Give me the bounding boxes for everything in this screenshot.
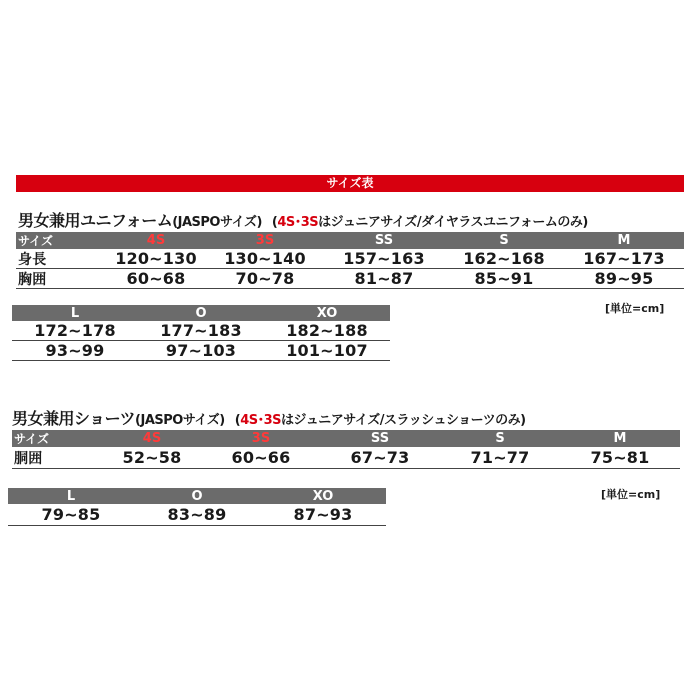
uniform-title: 男女兼用ユニフォーム: [18, 211, 173, 230]
shorts-note-rest: はジュニアサイズ/スラッシュショーツのみ: [281, 413, 521, 428]
uniform-note-red: 4S･3S: [277, 215, 319, 230]
uniform-header-xo: XO: [316, 305, 338, 321]
shorts-header-o: O: [191, 488, 203, 504]
shorts-waist-4s: 52~58: [122, 448, 182, 467]
uniform-header-ss: SS: [374, 233, 394, 248]
uniform-unit-note: [単位=cm]: [605, 302, 665, 315]
uniform-note: (4S･3Sはジュニアサイズ/ダイヤラスユニフォームのみ): [271, 215, 588, 230]
uniform-chest-s: 85~91: [474, 269, 534, 288]
shorts-header-4s: 4S: [142, 431, 162, 446]
uniform-table-large: [12, 305, 390, 361]
shorts-header-m: M: [613, 431, 627, 446]
uniform-large-chest-row: [12, 341, 390, 361]
shorts-header-s: S: [495, 431, 505, 446]
uniform-large-header-row: [12, 305, 390, 321]
uniform-large-height-row: [12, 321, 390, 341]
uniform-height-label: 身長: [18, 251, 47, 268]
uniform-height-row: [16, 249, 684, 269]
shorts-header-3s: 3S: [251, 431, 271, 446]
size-chart-banner: サイズ表: [16, 175, 684, 192]
shorts-title-paren: (JASPOサイズ): [135, 413, 225, 428]
shorts-title: 男女兼用ショーツ: [12, 409, 136, 428]
uniform-chest-xo: 101~107: [286, 341, 368, 360]
shorts-table: [12, 430, 680, 469]
uniform-header-s: S: [499, 233, 509, 248]
uniform-chest-o: 97~103: [165, 341, 237, 360]
uniform-title-paren: (JASPOサイズ): [172, 215, 262, 230]
uniform-section-title: [18, 208, 588, 231]
shorts-waist-label: 胴囲: [14, 450, 43, 467]
uniform-height-l: 172~178: [34, 321, 116, 340]
shorts-waist-3s: 60~66: [231, 448, 291, 467]
shorts-header-xo: XO: [312, 488, 334, 504]
shorts-waist-o: 83~89: [167, 505, 227, 524]
uniform-height-m: 167~173: [583, 249, 665, 268]
shorts-header-ss: SS: [370, 431, 390, 446]
uniform-chest-label: 胸囲: [18, 271, 47, 288]
shorts-unit-note: [単位=cm]: [601, 488, 661, 501]
uniform-chest-3s: 70~78: [235, 269, 295, 288]
shorts-waist-ss: 67~73: [350, 448, 410, 467]
uniform-header-4s: 4S: [146, 233, 166, 248]
uniform-height-o: 177~183: [160, 321, 242, 340]
uniform-height-4s: 120~130: [115, 249, 197, 268]
shorts-large-header-row: [8, 488, 386, 504]
uniform-height-xo: 182~188: [286, 321, 368, 340]
shorts-waist-m: 75~81: [590, 448, 650, 467]
shorts-table-large: [8, 488, 386, 526]
uniform-height-s: 162~168: [463, 249, 545, 268]
uniform-header-size: サイズ: [18, 234, 54, 248]
uniform-chest-4s: 60~68: [126, 269, 186, 288]
uniform-header-3s: 3S: [255, 233, 275, 248]
shorts-waist-l: 79~85: [41, 505, 101, 524]
uniform-chest-ss: 81~87: [354, 269, 414, 288]
shorts-waist-xo: 87~93: [293, 505, 353, 524]
shorts-header-row: [12, 430, 680, 447]
shorts-waist-row: [12, 447, 680, 469]
uniform-note-rest: はジュニアサイズ/ダイヤラスユニフォームのみ: [318, 215, 583, 230]
uniform-chest-m: 89~95: [594, 269, 654, 288]
uniform-chest-row: [16, 269, 684, 289]
shorts-header-l: L: [66, 488, 76, 504]
shorts-note: (4S･3Sはジュニアサイズ/スラッシュショーツのみ): [234, 413, 526, 428]
uniform-header-l: L: [70, 305, 80, 321]
uniform-height-ss: 157~163: [343, 249, 425, 268]
uniform-header-m: M: [617, 233, 631, 248]
shorts-large-waist-row: [8, 504, 386, 526]
shorts-header-size: サイズ: [14, 432, 50, 446]
shorts-note-red: 4S･3S: [240, 413, 282, 428]
uniform-table: [16, 232, 684, 289]
uniform-height-3s: 130~140: [224, 249, 306, 268]
shorts-section-title: [12, 406, 526, 429]
uniform-chest-l: 93~99: [45, 341, 105, 360]
shorts-waist-s: 71~77: [470, 448, 530, 467]
uniform-header-row: [16, 232, 684, 249]
uniform-header-o: O: [195, 305, 207, 321]
